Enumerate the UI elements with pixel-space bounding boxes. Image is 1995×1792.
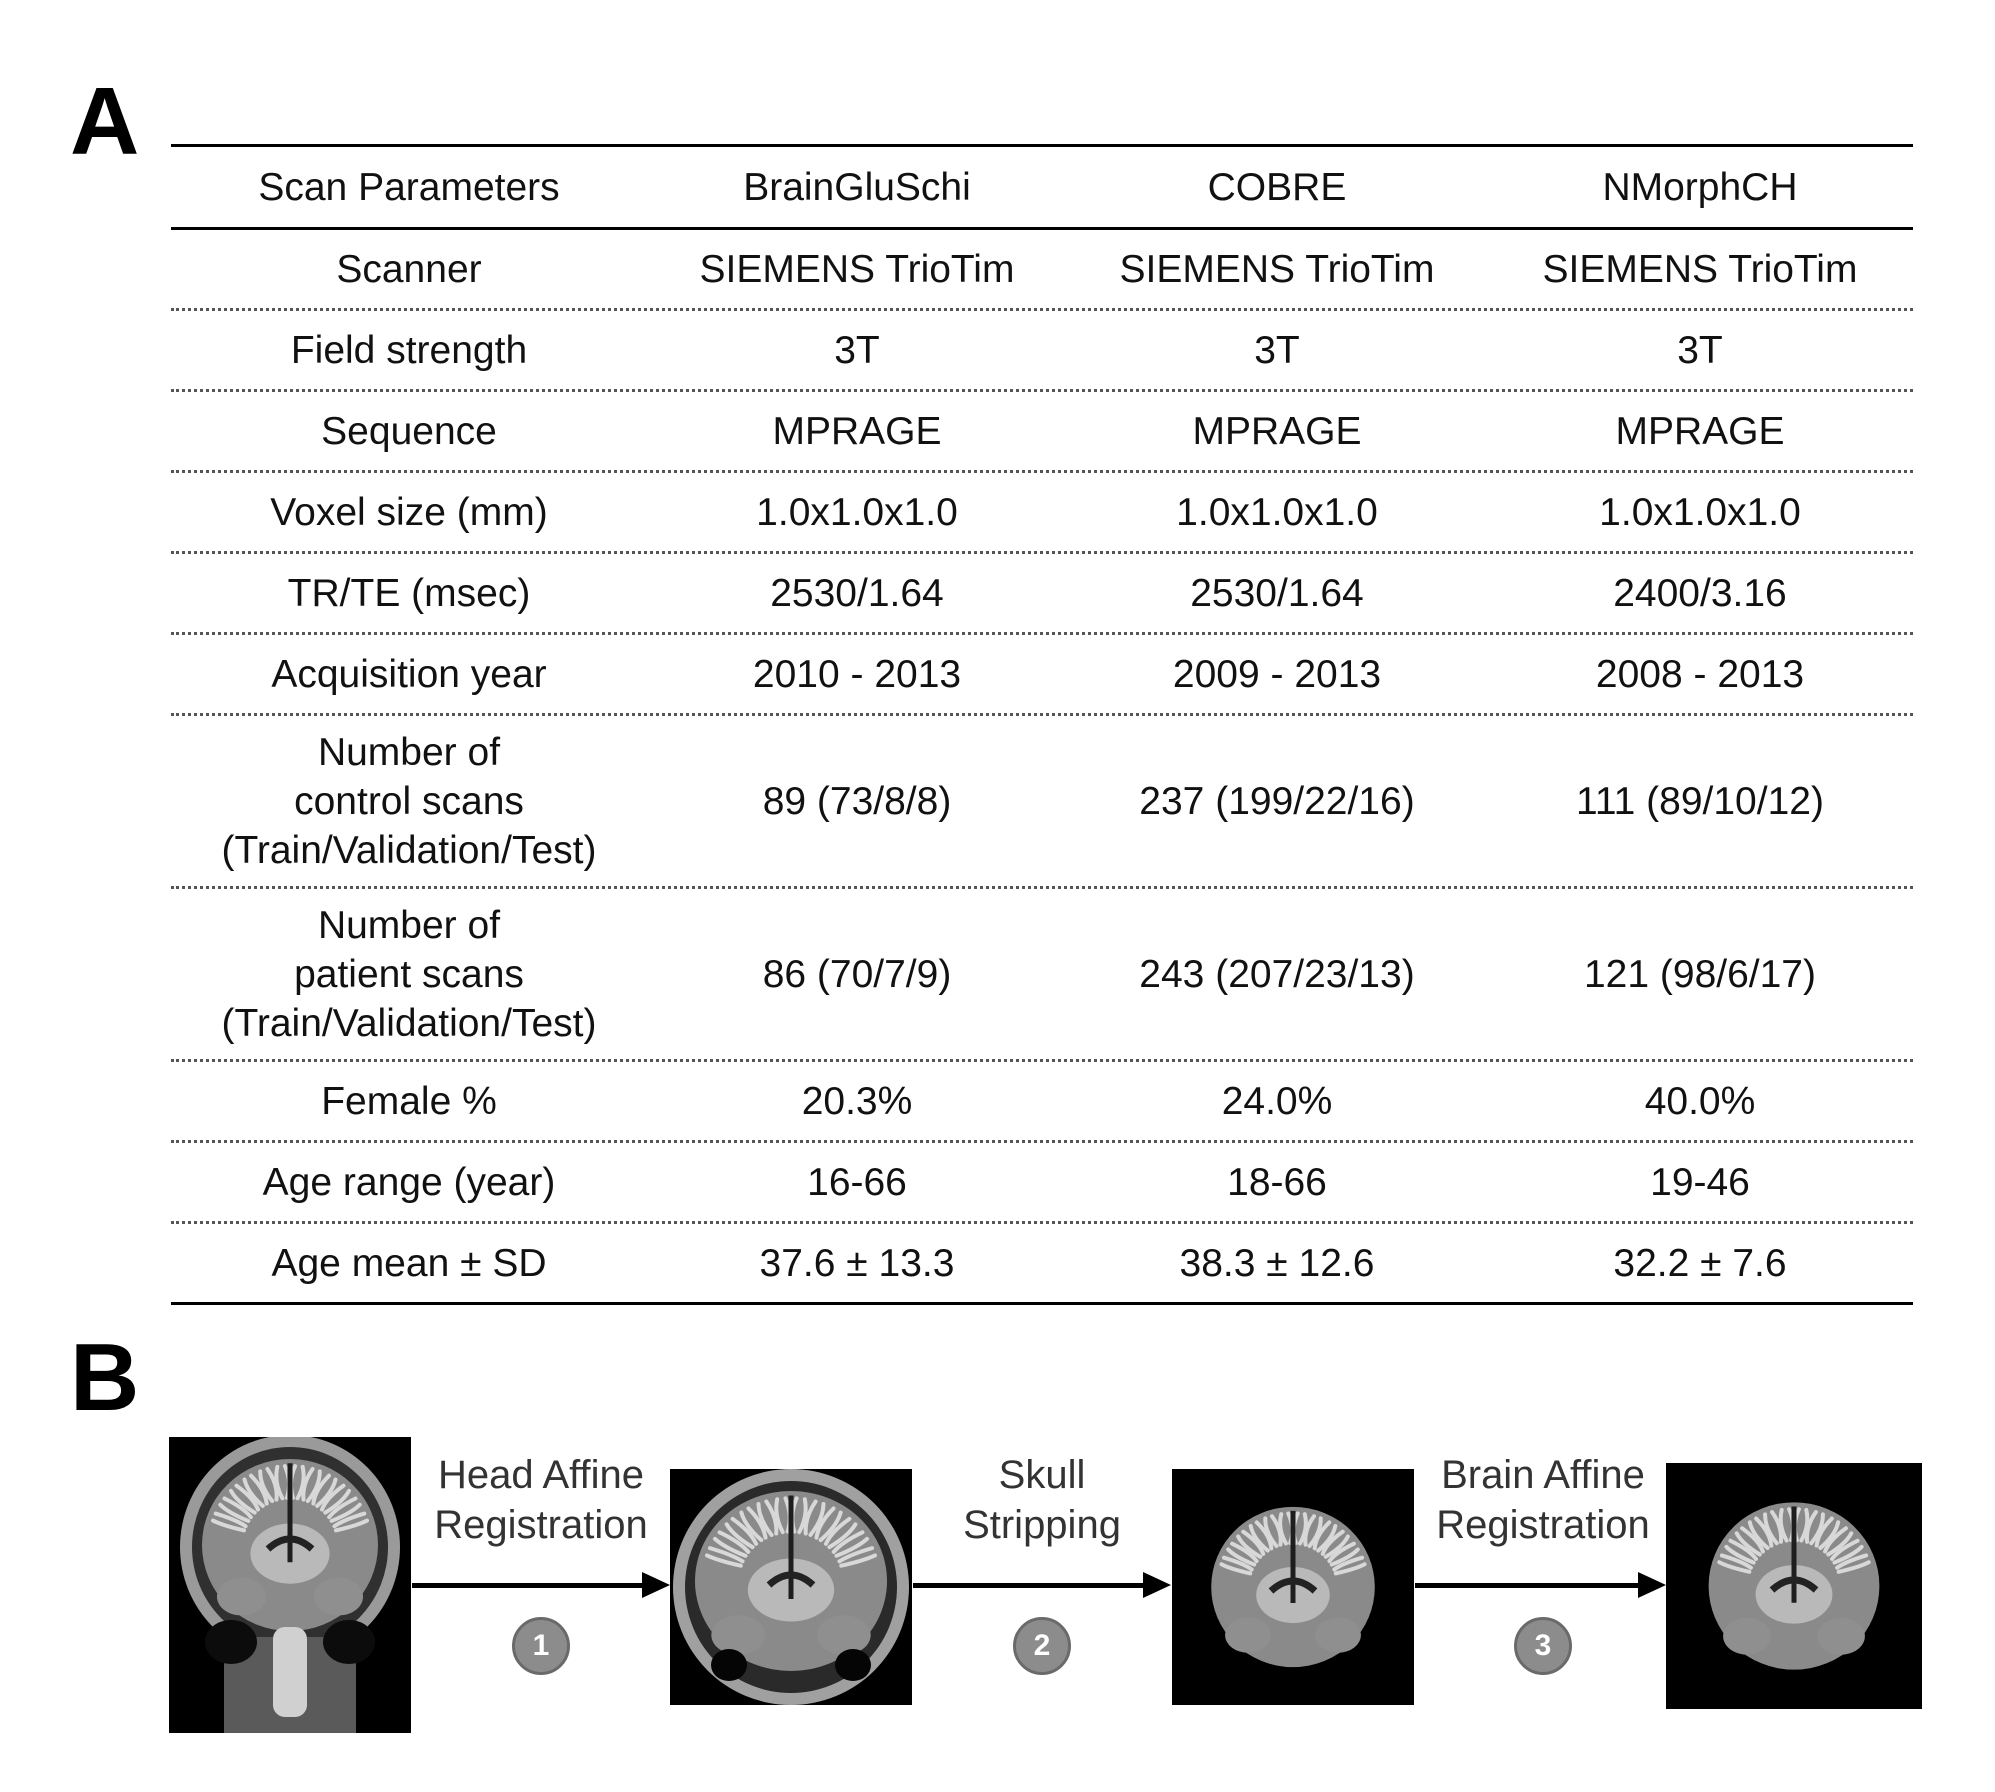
table-row	[171, 716, 1913, 886]
row-label: Voxel size (mm)	[270, 490, 548, 534]
panel-b-label: B	[70, 1324, 140, 1431]
step-1-arrow	[412, 1583, 644, 1588]
row-value: 32.2 ± 7.6	[1613, 1241, 1787, 1285]
row-label: Number of control scans (Train/Validation/Test)	[221, 730, 597, 872]
row-value: 86 (70/7/9)	[762, 952, 952, 996]
row-value: 243 (207/23/13)	[1139, 952, 1415, 996]
row-value: 121 (98/6/17)	[1583, 952, 1816, 996]
step-2-arrow	[913, 1583, 1145, 1588]
step-2-label: Skull Stripping	[963, 1453, 1121, 1547]
row-value: MPRAGE	[1615, 409, 1785, 453]
row-value: 2530/1.64	[1190, 571, 1364, 615]
table-row	[171, 635, 1913, 713]
row-value: MPRAGE	[772, 409, 942, 453]
row-value: 2008 - 2013	[1595, 652, 1805, 696]
row-value: 1.0x1.0x1.0	[1176, 490, 1378, 534]
header-braingluschi: BrainGluSchi	[743, 165, 971, 209]
row-value: 24.0%	[1221, 1079, 1333, 1123]
step-3-badge: 3	[1514, 1617, 1572, 1675]
head-registered-mri	[670, 1469, 912, 1705]
table-row	[171, 392, 1913, 470]
table-bottom-rule	[171, 1302, 1913, 1305]
table-row	[171, 889, 1913, 1059]
row-value: 18-66	[1227, 1160, 1327, 1204]
table-row	[171, 473, 1913, 551]
row-label: Field strength	[290, 328, 528, 372]
row-value: 38.3 ± 12.6	[1179, 1241, 1375, 1285]
header-scan-parameters: Scan Parameters	[258, 165, 560, 209]
header-cobre: COBRE	[1207, 165, 1347, 209]
row-label: Age range (year)	[262, 1160, 556, 1204]
row-value: 3T	[1254, 328, 1300, 372]
row-value: 19-46	[1650, 1160, 1750, 1204]
step-1-badge: 1	[512, 1617, 570, 1675]
table-row	[171, 1224, 1913, 1302]
row-label: Scanner	[336, 247, 482, 291]
table-row	[171, 1062, 1913, 1140]
table-row	[171, 230, 1913, 308]
table-row	[171, 554, 1913, 632]
row-value: SIEMENS TrioTim	[1542, 247, 1858, 291]
table-row	[171, 1143, 1913, 1221]
row-value: SIEMENS TrioTim	[1119, 247, 1435, 291]
row-value: 2010 - 2013	[752, 652, 962, 696]
row-value: 111 (89/10/12)	[1576, 779, 1824, 823]
row-value: 1.0x1.0x1.0	[1599, 490, 1801, 534]
row-value: 20.3%	[801, 1079, 913, 1123]
step-3-label: Brain Affine Registration	[1436, 1453, 1650, 1547]
row-value: SIEMENS TrioTim	[699, 247, 1015, 291]
header-nmorphch: NMorphCH	[1602, 165, 1798, 209]
brain-registered-mri	[1666, 1463, 1922, 1709]
row-value: 40.0%	[1644, 1079, 1756, 1123]
skull-stripped-mri	[1172, 1469, 1414, 1705]
row-value: 1.0x1.0x1.0	[756, 490, 958, 534]
row-label: Number of patient scans (Train/Validation/Test)	[221, 903, 597, 1045]
row-value: 89 (73/8/8)	[762, 779, 952, 823]
row-value: 3T	[834, 328, 880, 372]
row-label: Age mean ± SD	[271, 1241, 547, 1285]
row-value: 237 (199/22/16)	[1139, 779, 1415, 823]
scan-parameters-table	[171, 144, 1913, 1305]
step-1-label: Head Affine Registration	[434, 1453, 648, 1547]
row-label: TR/TE (msec)	[287, 571, 531, 615]
table-row	[171, 311, 1913, 389]
row-value: 2530/1.64	[770, 571, 944, 615]
row-label: Female %	[321, 1079, 497, 1123]
row-value: MPRAGE	[1192, 409, 1362, 453]
row-value: 2009 - 2013	[1172, 652, 1382, 696]
row-label: Acquisition year	[271, 652, 547, 696]
step-3-arrow	[1415, 1583, 1640, 1588]
table-body	[171, 230, 1913, 1302]
row-value: 37.6 ± 13.3	[759, 1241, 955, 1285]
row-value: 16-66	[807, 1160, 907, 1204]
row-label: Sequence	[321, 409, 497, 453]
raw-head-mri	[169, 1437, 411, 1733]
row-value: 2400/3.16	[1613, 571, 1787, 615]
table-header-row	[171, 147, 1913, 227]
panel-a-label: A	[70, 68, 140, 175]
step-2-badge: 2	[1013, 1617, 1071, 1675]
row-value: 3T	[1677, 328, 1723, 372]
